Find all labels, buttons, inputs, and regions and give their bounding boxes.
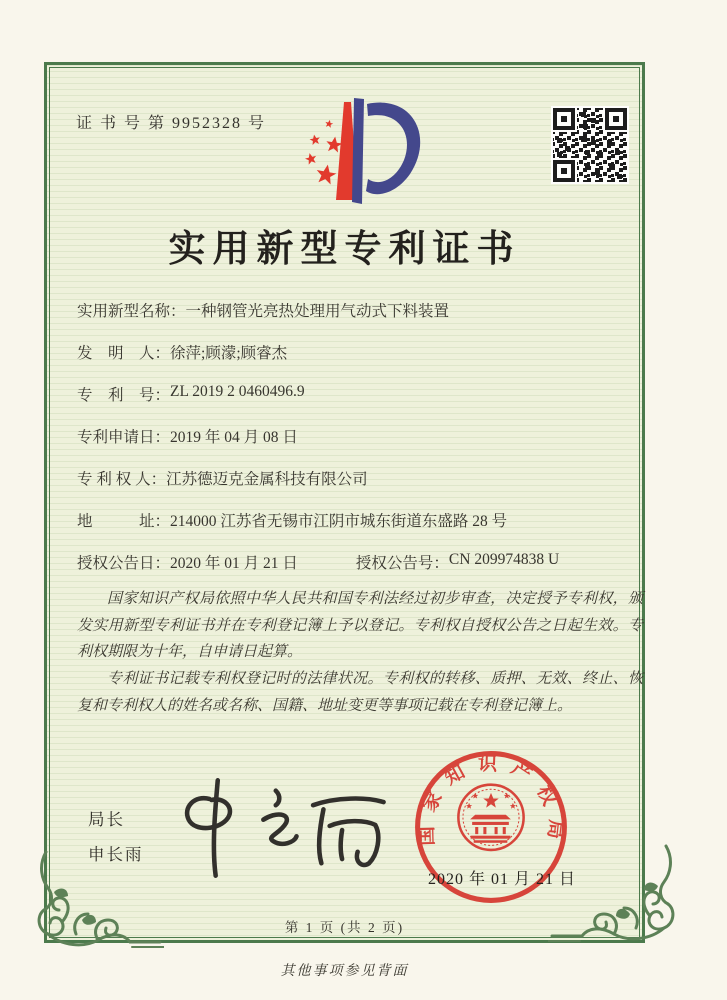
- corner-flourish-right: [548, 840, 680, 948]
- field-label: 专利申请日：: [77, 429, 171, 446]
- certificate-title: 实用新型专利证书: [168, 229, 521, 270]
- commissioner-title: 局长: [88, 810, 125, 829]
- seal-text: 国家知识产权局: [416, 753, 567, 853]
- field-label: 专 利 权 人：: [77, 471, 167, 488]
- field-row-utility-model-name: [77, 299, 617, 341]
- field-row-patentee: [77, 467, 617, 509]
- field-row-address: [77, 509, 617, 551]
- legal-text: [77, 586, 643, 719]
- field-label: 授权公告日：: [77, 555, 171, 572]
- page-indicator: 第 1 页 (共 2 页): [284, 920, 405, 935]
- field-value: 一种钢管光亮热处理用气动式下料装置: [185, 303, 450, 320]
- certificate-fields: [77, 299, 617, 593]
- certificate-number: 证 书 号 第 9952328 号: [76, 115, 267, 132]
- cnipa-patent-logo-icon: [282, 98, 432, 208]
- legal-paragraph-1: 国家知识产权局依照中华人民共和国专利法经过初步审查，决定授予专利权，颁发实用新型专利证书并在专利登记簿上予以登记。专利权自授权公告之日起生效。专利权期限为十年，自申请日起算。: [77, 591, 643, 661]
- qr-code: [551, 106, 629, 184]
- field-value: 徐萍;顾濛;顾睿杰: [170, 345, 288, 362]
- field-label: 地 址：: [77, 513, 171, 530]
- national-emblem: [458, 785, 523, 850]
- field-row-patent-number: [77, 383, 617, 425]
- field-label: 授权公告号：: [355, 555, 449, 572]
- legal-paragraph-2: 专利证书记载专利权登记时的法律状况。专利权的转移、质押、无效、终止、恢复和专利权人的姓名或名称、国籍、地址变更等事项记载在专利登记簿上。: [77, 671, 643, 714]
- field-label: 专 利 号：: [77, 387, 171, 404]
- field-label: 实用新型名称：: [77, 303, 186, 320]
- field-value: 江苏德迈克金属科技有限公司: [166, 471, 368, 488]
- commissioner-signature: [168, 776, 396, 880]
- field-row-inventors: [77, 341, 617, 383]
- corner-flourish-left: [32, 846, 164, 954]
- field-value: 2020 年 01 月 21 日: [170, 555, 298, 572]
- field-value: 214000 江苏省无锡市江阴市城东街道东盛路 28 号: [170, 513, 508, 530]
- back-side-note: 其他事项参见背面: [280, 964, 409, 979]
- seal-date: 2020 年 01 月 21 日: [428, 871, 577, 888]
- commissioner-name: 申长雨: [88, 845, 144, 864]
- field-value: 2019 年 04 月 08 日: [170, 429, 298, 446]
- grant-number-pair: [356, 551, 559, 573]
- field-value: CN 209974838 U: [448, 551, 560, 568]
- field-row-filing-date: [77, 425, 617, 467]
- field-value: ZL 2019 2 0460496.9: [170, 383, 305, 400]
- field-label: 发 明 人：: [77, 345, 171, 362]
